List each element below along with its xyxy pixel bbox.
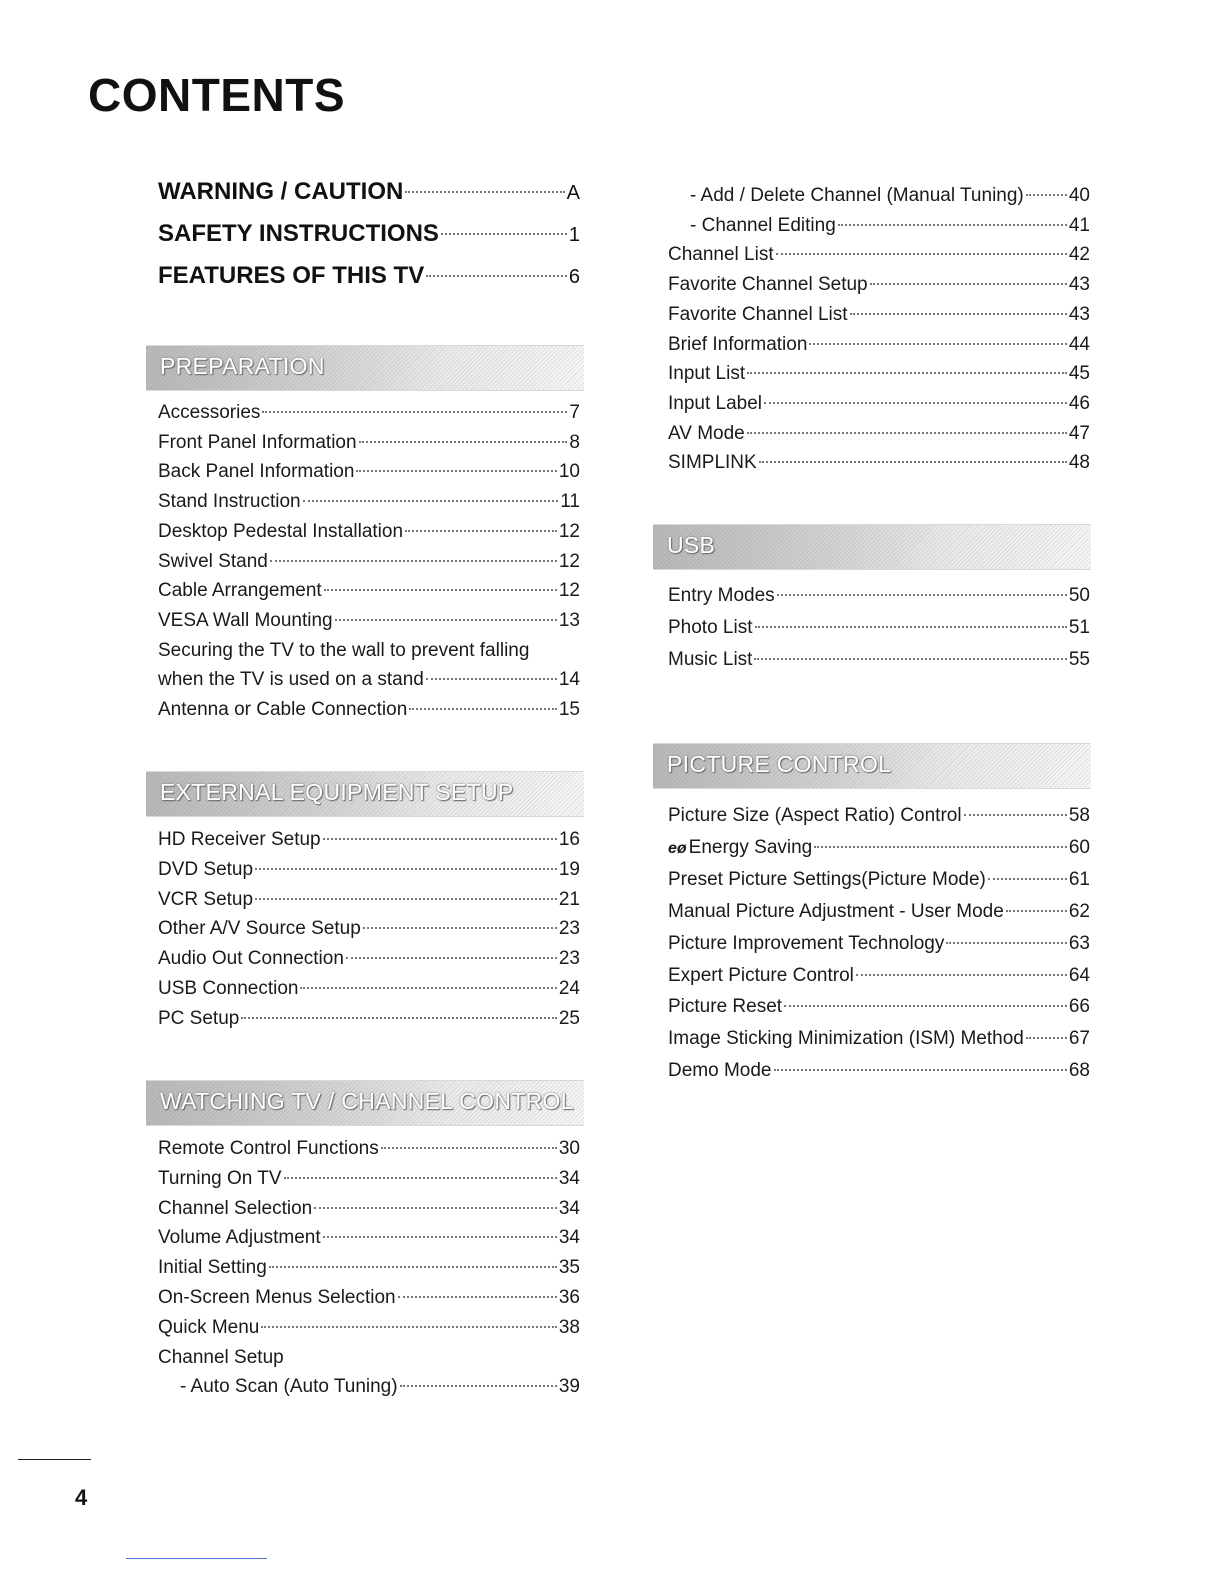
toc-entry[interactable] <box>158 1313 580 1343</box>
toc-entry[interactable] <box>158 606 580 636</box>
entry-page: 67 <box>1068 1027 1090 1049</box>
entry-page: 61 <box>1068 869 1090 891</box>
entry-label: DVD Setup <box>158 858 254 880</box>
entry-page: 34 <box>558 1167 580 1189</box>
dot-leader <box>335 619 557 621</box>
entry-label: Desktop Pedestal Installation <box>158 520 404 542</box>
entry-page: 43 <box>1068 303 1090 325</box>
entry-page: 12 <box>558 550 580 572</box>
entry-label: Cable Arrangement <box>158 580 322 602</box>
dot-leader <box>261 1326 556 1328</box>
toc-entry[interactable] <box>668 1055 1090 1087</box>
entry-page: 19 <box>558 858 580 880</box>
entry-page: 40 <box>1068 185 1090 206</box>
toc-entry[interactable] <box>158 1004 580 1034</box>
toc-entry[interactable] <box>158 974 580 1004</box>
entry-page: 51 <box>1068 616 1090 638</box>
section-title: USB <box>667 532 716 558</box>
toc-entry[interactable] <box>158 487 580 517</box>
entry-page: 63 <box>1068 932 1090 954</box>
dot-leader <box>270 560 557 562</box>
dot-leader <box>838 224 1067 226</box>
entry-label: Channel Selection <box>158 1197 313 1219</box>
section-header-preparation <box>146 345 584 391</box>
entry-page: 16 <box>558 829 580 850</box>
toc-entry[interactable] <box>668 644 1090 676</box>
dot-leader <box>346 957 557 959</box>
bottom-link-underline <box>126 1558 267 1559</box>
entry-page: 50 <box>1068 585 1090 606</box>
channel-continued-list <box>668 181 1090 478</box>
entry-label: Image Sticking Minimization (ISM) Method <box>668 1027 1024 1049</box>
usb-list <box>668 580 1090 675</box>
toc-entry[interactable] <box>668 1023 1090 1055</box>
entry-page: 1 <box>568 224 580 246</box>
entry-page: 21 <box>558 888 580 910</box>
toc-entry-line2[interactable] <box>158 665 580 695</box>
entry-page: 24 <box>558 977 580 999</box>
dot-leader <box>398 1296 557 1298</box>
dot-leader <box>777 594 1067 596</box>
entry-label-text: Energy Saving <box>688 836 813 858</box>
page-title: CONTENTS <box>88 69 345 121</box>
toc-entry[interactable] <box>668 359 1090 389</box>
toc-entry[interactable] <box>158 914 580 944</box>
entry-page: 23 <box>558 918 580 940</box>
toc-entry[interactable] <box>158 1134 580 1164</box>
section-title: PICTURE CONTROL <box>667 751 892 777</box>
entry-label: Entry Modes <box>668 585 775 606</box>
dot-leader <box>426 275 567 277</box>
section-header-usb <box>653 524 1091 570</box>
entry-page: 34 <box>558 1197 580 1219</box>
dot-leader <box>755 626 1067 628</box>
toc-entry-heading[interactable] <box>158 1343 580 1373</box>
entry-label: Channel Setup <box>158 1346 284 1368</box>
dot-leader <box>400 1385 557 1387</box>
entry-label: Picture Reset <box>668 996 783 1018</box>
entry-label: FEATURES OF THIS TV <box>158 262 425 289</box>
dot-leader <box>381 1147 557 1149</box>
entry-label: SIMPLINK <box>668 452 757 474</box>
entry-label: Brief Information <box>668 333 808 355</box>
dot-leader <box>964 814 1067 816</box>
toc-entry[interactable] <box>668 800 1090 832</box>
entry-label: Remote Control Functions <box>158 1138 379 1159</box>
dot-leader <box>754 658 1066 660</box>
entry-page: 45 <box>1068 363 1090 385</box>
toc-entry[interactable] <box>158 695 580 725</box>
toc-entry[interactable] <box>668 270 1090 300</box>
toc-entry[interactable] <box>158 944 580 974</box>
entry-page: 36 <box>558 1286 580 1308</box>
entry-page: 58 <box>1068 805 1090 826</box>
dot-leader <box>284 1177 557 1179</box>
external-list <box>158 825 580 1034</box>
dot-leader <box>1026 194 1067 196</box>
dot-leader <box>776 253 1067 255</box>
entry-page: 15 <box>558 699 580 721</box>
dot-leader <box>946 942 1067 944</box>
toc-entry[interactable] <box>668 612 1090 644</box>
toc-entry[interactable] <box>668 448 1090 478</box>
entry-page: 55 <box>1068 648 1090 670</box>
section-title: EXTERNAL EQUIPMENT SETUP <box>160 779 514 805</box>
entry-page: 8 <box>569 431 580 453</box>
dot-leader <box>255 868 557 870</box>
toc-entry[interactable] <box>668 832 1090 865</box>
toc-entry[interactable] <box>158 220 580 262</box>
dot-leader <box>809 343 1066 345</box>
dot-leader <box>262 411 567 413</box>
entry-label: Front Panel Information <box>158 431 357 453</box>
entry-page: 11 <box>560 491 580 513</box>
entry-label: PC Setup <box>158 1007 240 1029</box>
toc-entry[interactable] <box>668 896 1090 928</box>
entry-page: 47 <box>1068 422 1090 444</box>
dot-leader <box>850 313 1067 315</box>
toc-entry[interactable] <box>668 991 1090 1023</box>
dot-leader <box>409 708 557 710</box>
entry-page: 38 <box>558 1316 580 1338</box>
dot-leader <box>856 974 1067 976</box>
toc-entry[interactable] <box>668 330 1090 360</box>
dot-leader <box>363 927 557 929</box>
toc-entry[interactable] <box>158 1283 580 1313</box>
entry-label: Input Label <box>668 392 763 414</box>
entry-label: VCR Setup <box>158 888 254 910</box>
toc-entry[interactable] <box>158 178 580 220</box>
toc-subentry[interactable] <box>158 1372 580 1402</box>
entry-page: 7 <box>569 402 580 423</box>
dot-leader <box>747 372 1067 374</box>
entry-label: Music List <box>668 648 753 670</box>
preparation-list <box>158 398 580 725</box>
entry-label: HD Receiver Setup <box>158 829 321 850</box>
entry-label: Input List <box>668 363 746 385</box>
entry-label: Favorite Channel List <box>668 303 848 325</box>
entry-label: Back Panel Information <box>158 461 355 483</box>
entry-label: VESA Wall Mounting <box>158 609 333 631</box>
entry-label: Picture Improvement Technology <box>668 932 945 954</box>
dot-leader <box>784 1005 1067 1007</box>
entry-label: - Add / Delete Channel (Manual Tuning) <box>690 185 1024 206</box>
dot-leader <box>359 441 568 443</box>
entry-label <box>668 832 812 865</box>
section-header-external-equipment <box>146 771 584 817</box>
toc-entry[interactable] <box>158 262 580 304</box>
dot-leader <box>255 898 557 900</box>
page-number: 4 <box>75 1485 88 1510</box>
entry-page: 68 <box>1068 1059 1090 1081</box>
toc-entry[interactable] <box>158 1194 580 1224</box>
picture-list <box>668 800 1090 1086</box>
entry-page: 66 <box>1068 996 1090 1018</box>
entry-page: 46 <box>1068 392 1090 414</box>
footer-rule <box>18 1459 91 1460</box>
toc-entry[interactable] <box>158 517 580 547</box>
entry-label: Picture Size (Aspect Ratio) Control <box>668 805 962 826</box>
entry-label: Swivel Stand <box>158 550 268 572</box>
entry-page: 62 <box>1068 901 1090 923</box>
dot-leader <box>314 1207 557 1209</box>
dot-leader <box>241 1017 557 1019</box>
toc-entry-line1[interactable] <box>158 636 580 666</box>
dot-leader <box>300 987 556 989</box>
toc-entry[interactable] <box>158 825 580 855</box>
toc-entry[interactable] <box>158 855 580 885</box>
dot-leader <box>303 500 559 502</box>
entry-label: - Channel Editing <box>690 214 836 236</box>
toc-entry[interactable] <box>668 389 1090 419</box>
entry-label: Expert Picture Control <box>668 964 854 986</box>
section-header-watching-tv <box>146 1080 584 1126</box>
entry-page: 14 <box>558 669 580 691</box>
entry-label: Audio Out Connection <box>158 948 344 970</box>
entry-label: Initial Setting <box>158 1257 267 1279</box>
toc-entry[interactable] <box>668 580 1090 612</box>
entry-page: 12 <box>558 580 580 602</box>
watching-list <box>158 1134 580 1402</box>
entry-label: Stand Instruction <box>158 491 301 513</box>
eco-icon: eø <box>668 839 687 857</box>
toc-entry[interactable] <box>668 419 1090 449</box>
dot-leader <box>1006 910 1067 912</box>
toc-entry[interactable] <box>158 576 580 606</box>
toc-entry[interactable] <box>158 885 580 915</box>
dot-leader <box>814 846 1067 848</box>
entry-page: 48 <box>1068 452 1090 474</box>
toc-entry[interactable] <box>668 240 1090 270</box>
entry-label: AV Mode <box>668 422 745 444</box>
toc-subentry[interactable] <box>668 181 1090 211</box>
entry-page: 60 <box>1068 836 1090 858</box>
dot-leader <box>988 878 1067 880</box>
entry-label: WARNING / CAUTION <box>158 178 404 205</box>
entry-page: 30 <box>558 1138 580 1159</box>
dot-leader <box>759 461 1067 463</box>
entry-page: 64 <box>1068 964 1090 986</box>
entry-page: 6 <box>568 266 580 288</box>
entry-label: Photo List <box>668 616 753 638</box>
section-header-picture-control <box>653 743 1091 789</box>
entry-page: 35 <box>558 1257 580 1279</box>
entry-label: Other A/V Source Setup <box>158 918 361 940</box>
dot-leader <box>269 1266 557 1268</box>
toc-entry[interactable] <box>158 1164 580 1194</box>
entry-page: 43 <box>1068 274 1090 296</box>
entry-label: Favorite Channel Setup <box>668 274 868 296</box>
entry-label: when the TV is used on a stand <box>158 669 424 691</box>
toc-entry[interactable] <box>158 428 580 458</box>
toc-entry[interactable] <box>158 547 580 577</box>
entry-page: 25 <box>558 1007 580 1029</box>
entry-label: Channel List <box>668 244 774 266</box>
dot-leader <box>356 470 556 472</box>
dot-leader <box>323 1236 557 1238</box>
toc-entry[interactable] <box>158 457 580 487</box>
section-title: WATCHING TV / CHANNEL CONTROL <box>160 1088 574 1114</box>
entry-page: 13 <box>558 609 580 631</box>
dot-leader <box>1026 1037 1067 1039</box>
entry-label: Quick Menu <box>158 1316 260 1338</box>
entry-page: 39 <box>558 1376 580 1398</box>
toc-entry[interactable] <box>668 928 1090 960</box>
dot-leader <box>747 432 1067 434</box>
entry-label: - Auto Scan (Auto Tuning) <box>180 1376 398 1398</box>
entry-page: 44 <box>1068 333 1090 355</box>
entry-page: A <box>566 182 580 204</box>
entry-label: Securing the TV to the wall to prevent falling <box>158 639 530 661</box>
dot-leader <box>441 233 567 235</box>
dot-leader <box>870 283 1067 285</box>
toc-entry[interactable] <box>668 960 1090 992</box>
entry-label: Preset Picture Settings(Picture Mode) <box>668 869 986 891</box>
toc-entry[interactable] <box>158 1223 580 1253</box>
dot-leader <box>774 1069 1067 1071</box>
entry-page: 23 <box>558 948 580 970</box>
entry-label: SAFETY INSTRUCTIONS <box>158 220 439 247</box>
entry-page: 12 <box>558 520 580 542</box>
toc-entry[interactable] <box>668 300 1090 330</box>
entry-label: On-Screen Menus Selection <box>158 1286 396 1308</box>
section-title: PREPARATION <box>160 353 325 379</box>
entry-label: Demo Mode <box>668 1059 772 1081</box>
entry-label: Antenna or Cable Connection <box>158 699 408 721</box>
dot-leader <box>405 530 557 532</box>
entry-label: Manual Picture Adjustment - User Mode <box>668 901 1004 923</box>
entry-label: USB Connection <box>158 977 299 999</box>
toc-entry[interactable] <box>158 1253 580 1283</box>
dot-leader <box>323 838 557 840</box>
dot-leader <box>426 678 557 680</box>
dot-leader <box>324 589 557 591</box>
entry-page: 41 <box>1068 214 1090 236</box>
toc-entry[interactable] <box>158 398 580 428</box>
dot-leader <box>405 191 564 193</box>
toc-entry[interactable] <box>668 864 1090 896</box>
entry-label: Turning On TV <box>158 1167 282 1189</box>
entry-page: 34 <box>558 1227 580 1249</box>
entry-page: 10 <box>558 461 580 483</box>
entry-page: 42 <box>1068 244 1090 266</box>
toc-subentry[interactable] <box>668 211 1090 241</box>
entry-label: Volume Adjustment <box>158 1227 321 1249</box>
dot-leader <box>764 402 1067 404</box>
top-entries <box>158 178 580 304</box>
entry-label: Accessories <box>158 402 261 423</box>
